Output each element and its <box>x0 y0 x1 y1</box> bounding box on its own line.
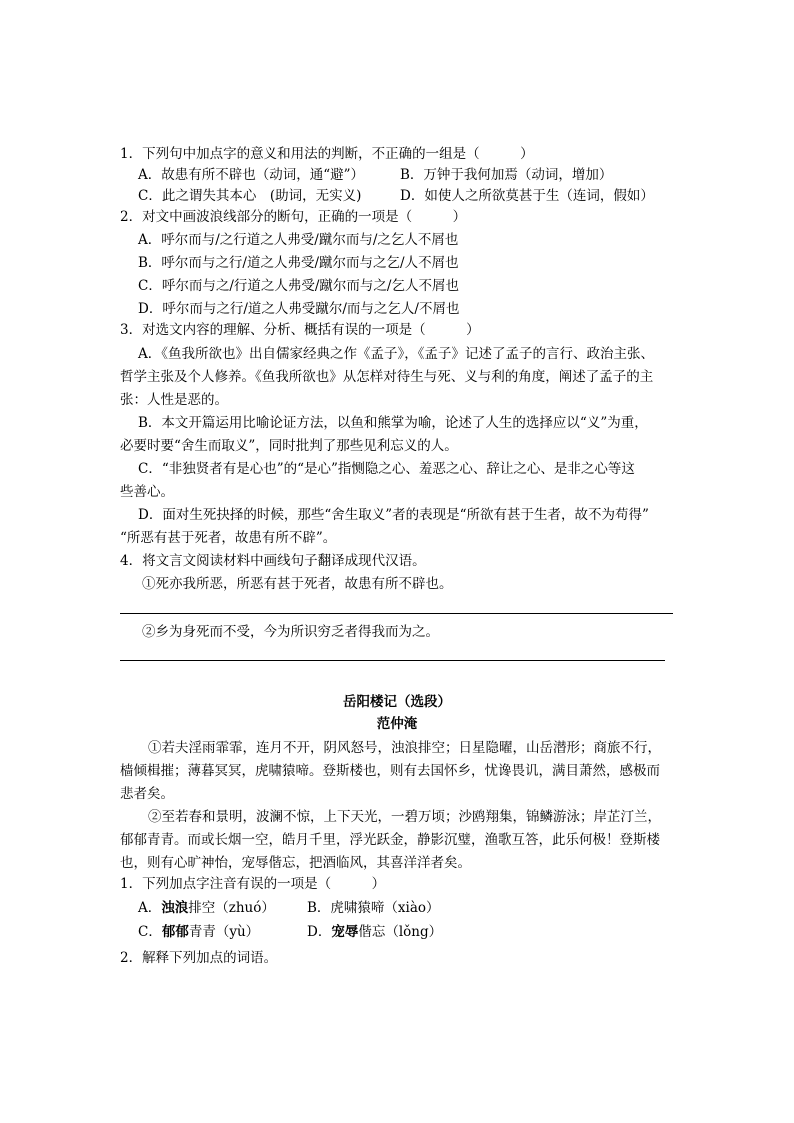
passage-p1-line3: 悲者矣。 <box>120 786 174 802</box>
q1-option-b: B．万钟于我何加焉（动词，增加） <box>400 167 613 183</box>
q3-option-a-line2: 哲学主张及个人修养。《鱼我所欲也》从怎样对待生与死、义与利的角度，阐述了孟子的主 <box>120 369 654 385</box>
option-c-word: 郁郁 <box>161 924 189 940</box>
passage-title: 岳阳楼记（选段） <box>343 694 451 710</box>
q2-option-a: A．呼尔而与/之行道之人弗受/蹴尔而与/之乞人不屑也 <box>138 232 459 248</box>
q3-option-d-line2: “所恶有甚于死者，故患有所不辟”。 <box>120 530 337 546</box>
s2-q1-option-a <box>138 898 275 918</box>
q1-option-a: A．故患有所不辟也（动词，通“避”） <box>138 167 365 183</box>
q1-option-d: D．如使人之所欲莫甚于生（连词，假如） <box>400 188 654 204</box>
q3-option-b-line1: B．本文开篇运用比喻论证方法，以鱼和熊掌为喻，论述了人生的选择应以“义”为重， <box>138 415 648 431</box>
passage-author: 范仲淹 <box>376 716 418 732</box>
q3-option-c-line2: 些善心。 <box>120 484 174 500</box>
passage-p1-line1: ①若夫淫雨霏霏，连月不开，阴风怒号，浊浪排空；日星隐曜，山岳潜形；商旅不行， <box>148 740 661 756</box>
option-c-rest: 青青（yù） <box>188 924 260 940</box>
answer-line-2 <box>120 660 665 661</box>
q2-option-b: B．呼尔而与之行/道之人弗受/蹴尔而与之乞/人不屑也 <box>138 255 459 271</box>
option-d-word: 宠辱 <box>331 924 359 940</box>
q2-option-c: C．呼尔而与之/行道之人弗受/蹴尔而与之/乞人不屑也 <box>138 278 459 294</box>
s2-q2-stem: 2．解释下列加点的词语。 <box>120 950 278 966</box>
answer-line-1 <box>120 613 673 614</box>
passage-p2-line2: 郁郁青青。而或长烟一空，皓月千里，浮光跃金，静影沉璧，渔歌互答，此乐何极！登斯楼 <box>120 832 660 848</box>
s2-q1-stem: 1．下列加点字注音有误的一项是（ ） <box>120 876 386 892</box>
passage-p2-line1: ②至若春和景明，波澜不惊，上下天光，一碧万顷；沙鸥翔集，锦鳞游泳；岸芷汀兰， <box>148 809 661 825</box>
q2-stem: 2．对文中画波浪线部分的断句，正确的一项是（ ） <box>120 209 467 225</box>
passage-p2-line3: 也，则有心旷神怡，宠辱偕忘，把酒临风，其喜洋洋者矣。 <box>120 855 471 871</box>
option-a-label: A． <box>138 900 162 916</box>
q3-option-d-line1: D．面对生死抉择的时候，那些“舍生取义”者的表现是“所欲有甚于生者，故不为苟得” <box>138 507 649 523</box>
s2-q1-option-b: B．虎啸猿啼（xiào） <box>307 900 440 916</box>
q3-stem: 3．对选文内容的理解、分析、概括有误的一项是（ ） <box>120 322 480 338</box>
option-c-label: C． <box>138 924 162 940</box>
q4-sentence-1: ①死亦我所恶，所恶有甚于死者，故患有所不辟也。 <box>142 576 453 592</box>
q1-option-c: C．此之谓失其本心 (助词，无实义) <box>138 188 362 204</box>
q3-option-a-line1: A．《鱼我所欲也》出自儒家经典之作《孟子》，《孟子》记述了孟子的言行、政治主张、 <box>138 346 654 362</box>
q4-sentence-2: ②乡为身死而不受，今为所识穷乏者得我而为之。 <box>142 624 439 640</box>
option-a-rest: 排空（zhuó） <box>188 900 275 916</box>
q3-option-a-line3: 张：人性是恶的。 <box>120 392 228 408</box>
option-d-rest: 偕忘（lǒng） <box>358 924 443 940</box>
q4-stem: 4．将文言文阅读材料中画线句子翻译成现代汉语。 <box>120 553 426 569</box>
s2-q1-option-d <box>307 922 442 942</box>
passage-p1-line2: 樯倾楫摧；薄暮冥冥，虎啸猿啼。登斯楼也，则有去国怀乡，忧谗畏讥，满目萧然，感极而 <box>120 763 660 779</box>
q2-option-d: D．呼尔而与之行/道之人弗受蹴尔/而与之乞人/不屑也 <box>138 301 460 317</box>
option-d-label: D． <box>307 924 332 940</box>
q3-option-b-line2: 必要时要“舍生而取义”，同时批判了那些见利忘义的人。 <box>120 438 458 454</box>
q1-stem: 1．下列句中加点字的意义和用法的判断，不正确的一组是（ ） <box>120 146 534 162</box>
s2-q1-option-c <box>138 922 259 942</box>
q3-option-c-line1: C．“非独贤者有是心也”的“是心”指恻隐之心、羞恶之心、辞让之心、是非之心等这 <box>138 461 635 477</box>
option-a-word: 浊浪 <box>161 900 189 916</box>
